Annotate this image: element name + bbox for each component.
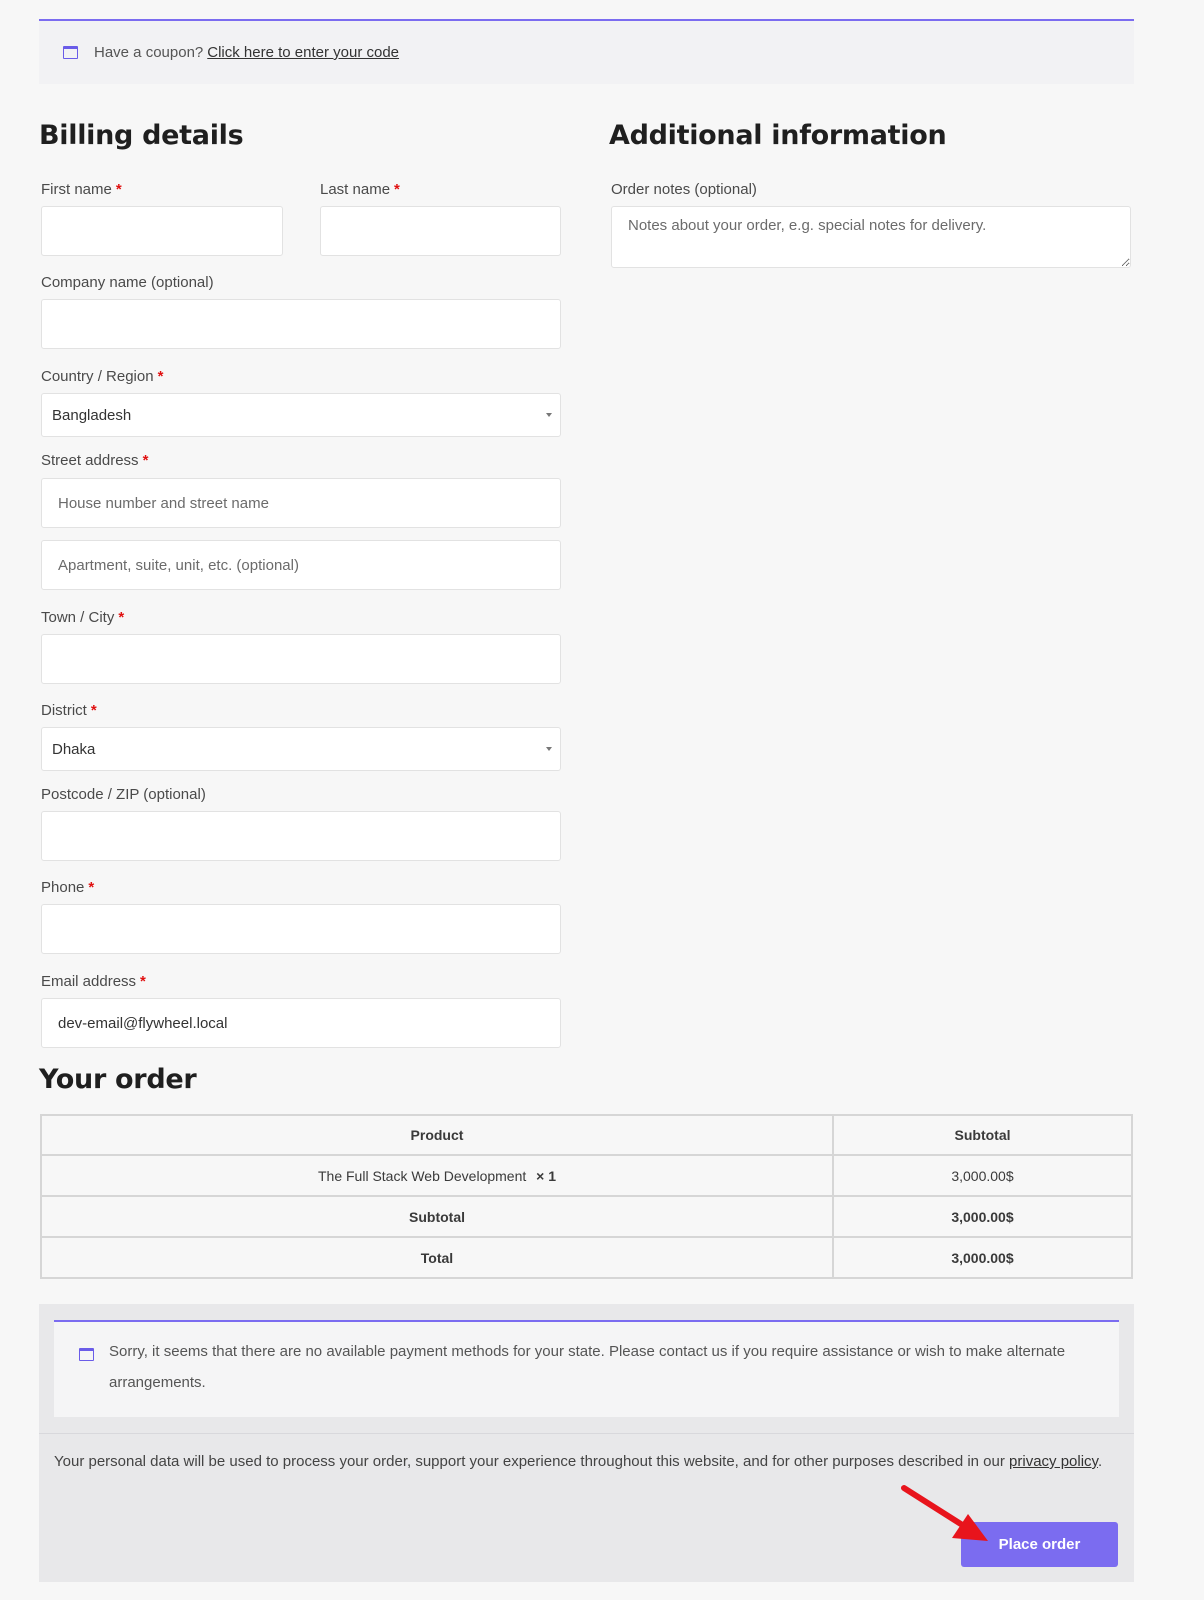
place-order-button[interactable]: Place order (961, 1522, 1118, 1567)
total-value: 3,000.00$ (833, 1237, 1132, 1278)
city-input[interactable] (41, 634, 561, 684)
apartment-placeholder: Apartment, suite, unit, etc. (optional) (58, 556, 299, 574)
last-name-input[interactable] (320, 206, 561, 256)
billing-title: Billing details (39, 120, 244, 151)
annotation-arrow-icon (900, 1480, 1000, 1550)
item-cell (41, 1155, 833, 1196)
phone-input[interactable] (41, 904, 561, 954)
payment-notice-text: Sorry, it seems that there are no available payment methods for your state. Please contact us if you require assistance or wish to make alternate arrangements. (109, 1343, 1066, 1391)
country-value: Bangladesh (52, 406, 132, 424)
total-label: Total (41, 1237, 833, 1278)
district-label: District * (41, 702, 97, 719)
additional-title: Additional information (609, 120, 947, 151)
district-value: Dhaka (52, 740, 96, 758)
first-name-input[interactable] (41, 206, 283, 256)
privacy-policy-link[interactable]: privacy policy (1009, 1453, 1098, 1470)
order-notes-textarea[interactable] (611, 206, 1131, 268)
total-row (41, 1237, 1132, 1278)
item-subtotal: 3,000.00$ (833, 1155, 1132, 1196)
privacy-text: Your personal data will be used to process your order, support your experience throughout this website, and for other purposes described in our privacy policy. (54, 1453, 1103, 1470)
country-label: Country / Region * (41, 368, 164, 385)
apartment-input[interactable] (41, 540, 561, 590)
payment-notice (54, 1320, 1119, 1417)
table-header-row (41, 1115, 1132, 1155)
calendar-icon (79, 1348, 94, 1361)
company-input[interactable] (41, 299, 561, 349)
divider (39, 1433, 1134, 1434)
postcode-input[interactable] (41, 811, 561, 861)
phone-label: Phone * (41, 879, 95, 896)
postcode-label: Postcode / ZIP (optional) (41, 786, 206, 803)
calendar-icon (63, 46, 78, 59)
item-qty: × 1 (536, 1167, 557, 1184)
chevron-down-icon (546, 747, 552, 751)
subtotal-value: 3,000.00$ (833, 1196, 1132, 1237)
subtotal-row (41, 1196, 1132, 1237)
company-label: Company name (optional) (41, 274, 214, 291)
email-value: dev-email@flywheel.local (58, 1014, 228, 1032)
last-name-label: Last name * (320, 181, 400, 198)
order-title: Your order (39, 1064, 197, 1095)
district-select[interactable] (41, 727, 561, 771)
city-label: Town / City * (41, 609, 125, 626)
order-table (40, 1114, 1133, 1279)
item-name: The Full Stack Web Development (317, 1167, 527, 1184)
first-name-label: First name * (41, 181, 122, 198)
order-notes-label: Order notes (optional) (611, 181, 757, 198)
coupon-link[interactable]: Click here to enter your code (207, 44, 400, 61)
street-input[interactable] (41, 478, 561, 528)
email-label: Email address * (41, 973, 146, 990)
coupon-text: Have a coupon? (94, 44, 204, 61)
email-input[interactable] (41, 998, 561, 1048)
street-label: Street address * (41, 452, 149, 469)
table-row (41, 1155, 1132, 1196)
street-placeholder: House number and street name (58, 494, 269, 512)
subtotal-label: Subtotal (41, 1196, 833, 1237)
col-subtotal: Subtotal (833, 1115, 1132, 1155)
coupon-notice (39, 19, 1134, 84)
chevron-down-icon (546, 413, 552, 417)
country-select[interactable] (41, 393, 561, 437)
col-product: Product (41, 1115, 833, 1155)
